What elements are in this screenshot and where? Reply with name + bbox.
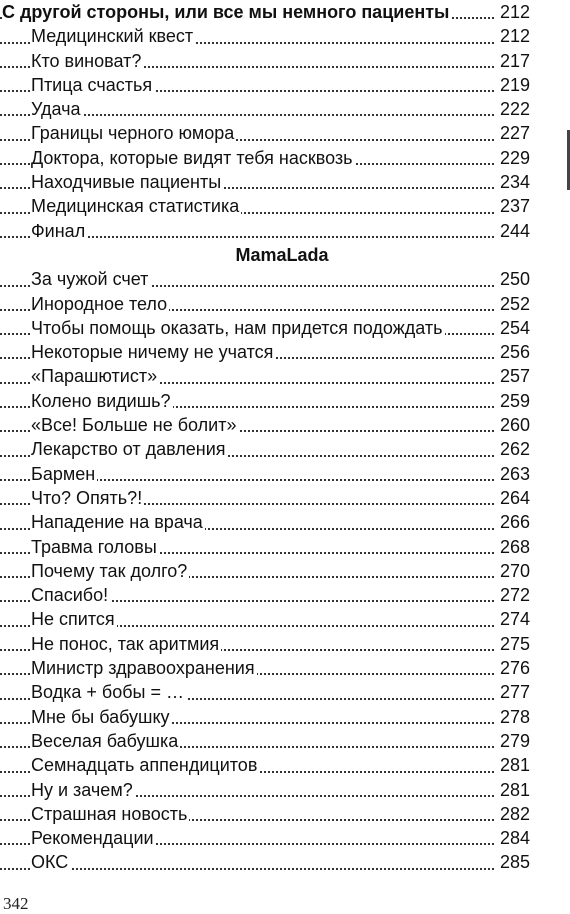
toc-entry-page: 262: [498, 437, 530, 461]
toc-entry-page: 264: [498, 486, 530, 510]
toc-entry-title: Медицинская статистика: [31, 196, 240, 217]
toc-section-title: [0, 0, 530, 24]
toc-entry-page: 272: [498, 583, 530, 607]
toc-entry: [0, 462, 530, 486]
toc-entry-title: С другой стороны, или все мы немного пациенты: [2, 2, 450, 22]
toc-entry-title: Веселая бабушка: [31, 730, 179, 751]
toc-list-first-section: [0, 24, 530, 243]
toc-entry: [0, 486, 530, 510]
toc-entry-title: Травма головы: [31, 536, 157, 557]
toc-entry: [0, 146, 530, 170]
toc-entry: [0, 49, 530, 73]
toc-entry-title: Спасибо!: [31, 585, 109, 606]
toc-entry: [0, 292, 530, 316]
toc-entry: [0, 340, 530, 364]
toc-entry-title: Колено видишь?: [31, 390, 171, 411]
toc-entry-page: 222: [498, 97, 530, 121]
toc-entry-title: Некоторые ничему не учатся: [31, 342, 274, 363]
toc-entry: [0, 778, 530, 802]
toc-entry-title: Лекарство от давления: [31, 439, 226, 460]
toc-entry-title: Медицинский квест: [31, 26, 194, 47]
toc-entry-title: Финал: [31, 220, 86, 241]
toc-entry-page: 284: [498, 826, 530, 850]
toc-entry-page: 234: [498, 170, 530, 194]
toc-entry-title: Чтобы помощь оказать, нам придется подождать: [31, 317, 443, 338]
toc-entry-title: Птица счастья: [31, 74, 153, 95]
toc-entry: [0, 24, 530, 48]
toc-entry-page: 281: [498, 753, 530, 777]
toc-entry-page: 277: [498, 680, 530, 704]
toc-entry: [0, 437, 530, 461]
toc-entry: [0, 267, 530, 291]
toc-entry-title: Министр здравоохранения: [31, 658, 255, 679]
page-number: 342: [3, 894, 29, 913]
toc-entry-page: 244: [498, 219, 530, 243]
toc-entry-page: 281: [498, 778, 530, 802]
toc-entry: [0, 850, 530, 874]
toc-entry-title: Страшная новость: [31, 803, 188, 824]
toc-entry-title: Что? Опять?!: [31, 487, 143, 508]
toc-entry-title: Рекомендации: [31, 828, 154, 849]
toc-entry-title: «Все! Больше не болит»: [31, 415, 237, 436]
toc-entry-page: 285: [498, 850, 530, 874]
toc-entry-page: 263: [498, 462, 530, 486]
toc-entry-page: 266: [498, 510, 530, 534]
toc-entry-page: 282: [498, 802, 530, 826]
toc-entry-page: 212: [498, 0, 530, 24]
toc-entry-page: 227: [498, 121, 530, 145]
toc-entry: [0, 413, 530, 437]
toc-entry-page: 260: [498, 413, 530, 437]
toc-entry-title: Мне бы бабушку: [31, 706, 170, 727]
toc-entry-page: 275: [498, 632, 530, 656]
toc-entry: [0, 729, 530, 753]
toc-list-second-section: [0, 267, 530, 874]
toc-entry: [0, 73, 530, 97]
toc-entry-title: ОКС: [31, 852, 69, 873]
toc-entry: [0, 219, 530, 243]
toc-entry: [0, 364, 530, 388]
toc-entry-title: Инородное тело: [31, 293, 168, 314]
toc-entry: [0, 826, 530, 850]
toc-entry: [0, 753, 530, 777]
toc-entry: [0, 389, 530, 413]
toc-entry-title: Ну и зачем?: [31, 779, 133, 800]
toc-entry-title: Семнадцать аппендицитов: [31, 755, 258, 776]
toc-entry-page: 250: [498, 267, 530, 291]
toc-entry: [0, 656, 530, 680]
section-heading: MamaLada: [235, 244, 329, 265]
toc-entry: [0, 583, 530, 607]
toc-entry: [0, 170, 530, 194]
toc-entry-page: 276: [498, 656, 530, 680]
toc-entry-title: Нападение на врача: [31, 512, 203, 533]
toc-entry: [0, 802, 530, 826]
toc-entry-page: 256: [498, 340, 530, 364]
toc-entry: [0, 316, 530, 340]
toc-entry: [0, 559, 530, 583]
toc-entry: [0, 535, 530, 559]
toc-entry-page: 274: [498, 607, 530, 631]
dot-leader: [0, 868, 494, 870]
toc-entry-title: Не понос, так аритмия: [31, 633, 220, 654]
toc-entry-page: 229: [498, 146, 530, 170]
toc-entry: [0, 607, 530, 631]
toc-entry-page: 270: [498, 559, 530, 583]
toc-entry-page: 237: [498, 194, 530, 218]
toc-entry-page: 279: [498, 729, 530, 753]
toc-entry-title: Кто виноват?: [31, 50, 142, 71]
toc-entry-title: Границы черного юмора: [31, 123, 235, 144]
toc-entry: [0, 97, 530, 121]
toc-entry-page: 252: [498, 292, 530, 316]
toc-entry: [0, 121, 530, 145]
toc-entry-title: Доктора, которые видят тебя насквозь: [31, 147, 353, 168]
toc-entry-page: 219: [498, 73, 530, 97]
toc-entry-page: 254: [498, 316, 530, 340]
toc-entry-page: 259: [498, 389, 530, 413]
toc-entry-title: Не спится: [31, 609, 115, 630]
toc-entry: [0, 680, 530, 704]
toc-entry-title: Находчивые пациенты: [31, 172, 222, 193]
toc-entry-page: 217: [498, 49, 530, 73]
toc-entry-page: 257: [498, 364, 530, 388]
toc-entry-page: 278: [498, 705, 530, 729]
toc-entry-title: Удача: [31, 99, 81, 120]
toc-entry: [0, 194, 530, 218]
toc-entry-page: 268: [498, 535, 530, 559]
toc-entry-page: 212: [498, 24, 530, 48]
toc-entry-title: Бармен: [31, 463, 96, 484]
toc-entry-title: Почему так долго?: [31, 560, 188, 581]
toc-entry: [0, 510, 530, 534]
toc-entry-title: «Парашютист»: [31, 366, 158, 387]
toc-entry: [0, 705, 530, 729]
toc-entry-title: За чужой счет: [31, 269, 149, 290]
toc-entry-title: Водка + бобы = …: [31, 682, 184, 703]
toc-entry: [0, 632, 530, 656]
